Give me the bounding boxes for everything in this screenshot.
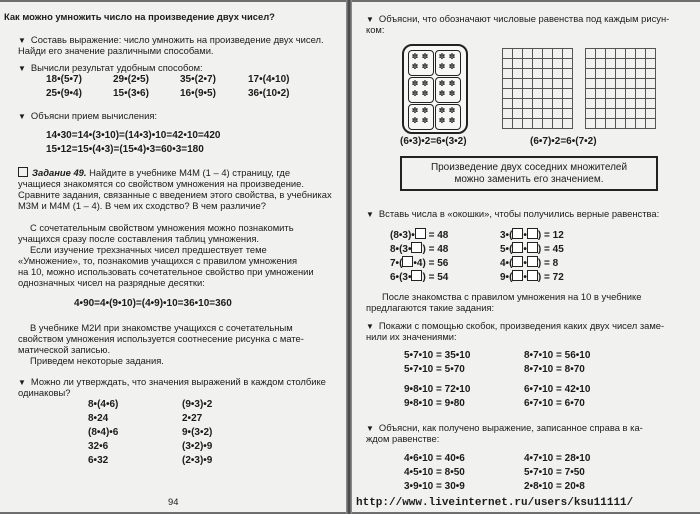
equation-part: • <box>523 258 527 269</box>
flower-icon: ✽ <box>448 79 456 88</box>
task-label: Задание 49. <box>32 167 87 178</box>
calculation-line: 15•12=15•(4•3)=(15•4)•3=60•3=180 <box>46 144 204 155</box>
paragraph-line: предлагаются такие задания: <box>366 302 495 313</box>
flower-icon: ✽ <box>438 79 446 88</box>
answer-window[interactable] <box>402 256 413 267</box>
task-line: Сравните задания, связанные с введением этого свойства, в учебниках <box>18 189 332 200</box>
column-b-item: (2•3)•9 <box>182 455 213 466</box>
expression: 15•(3•6) <box>113 88 149 99</box>
expression: 25•(9•4) <box>46 88 82 99</box>
flower-icon: ✽ <box>448 106 456 115</box>
answer-window[interactable] <box>512 228 523 239</box>
answer-window[interactable] <box>512 256 523 267</box>
answer-window[interactable] <box>512 270 523 281</box>
paragraph-line: С сочетательным свойством умножения можно познакомить <box>30 222 294 233</box>
answer-window[interactable] <box>411 242 422 253</box>
flower-icon: ✽ <box>438 52 446 61</box>
task-line: М3М и М4М (1 – 4). В чем их сходство? В чем различие? <box>18 200 266 211</box>
equation-part: 3•( <box>500 230 513 241</box>
compose-instruction: ▼ Составь выражение: число умножить на произведение двух чисел. <box>18 34 324 46</box>
column-a-item: 8•(4•6) <box>88 399 119 410</box>
window-equation <box>500 242 564 255</box>
expression: 18•(5•7) <box>46 74 82 85</box>
rule-box <box>400 156 658 191</box>
paragraph-line: матической записью. <box>18 344 111 355</box>
equation-part: ) = 48 <box>422 244 449 255</box>
equation-part: • <box>523 272 527 283</box>
answer-window[interactable] <box>527 228 538 239</box>
window-equation <box>500 270 564 283</box>
expression: 17•(4•10) <box>248 74 290 85</box>
expression: 36•(10•2) <box>248 88 290 99</box>
bracket-exercise: 5•7•10 = 35•10 <box>404 350 471 361</box>
window-equation <box>390 242 448 255</box>
answer-window[interactable] <box>527 270 538 281</box>
flower-icon: ✽ <box>411 116 419 125</box>
picture-instruction-cont: ком: <box>366 24 385 35</box>
watermark-url: http://www.liveinternet.ru/users/ksu11111/ <box>356 497 634 509</box>
equation-part: ) = 12 <box>537 230 564 241</box>
flower-box <box>408 77 434 103</box>
picture-equation-left: (6•3)•2=6•(3•2) <box>400 136 467 147</box>
bracket-exercise: 8•7•10 = 8•70 <box>524 364 585 375</box>
flower-icon: ✽ <box>411 52 419 61</box>
brackets-instruction-cont: нили их значениями: <box>366 331 457 342</box>
column-b-item: 9•(3•2) <box>182 427 213 438</box>
expression-equality: 4•6•10 = 40•6 <box>404 453 465 464</box>
paragraph-line: на 10, можно использовать сочетательное свойство при умножении <box>18 266 314 277</box>
column-a-item: 6•32 <box>88 455 109 466</box>
flower-icon: ✽ <box>438 62 446 71</box>
equation-part: 5•( <box>500 244 513 255</box>
equation-part: • <box>523 230 527 241</box>
flower-icon: ✽ <box>421 106 429 115</box>
equation-part: •4) = 56 <box>413 258 449 269</box>
paragraph-line: После знакомства с правилом умножения на 10 в учебнике <box>382 291 642 302</box>
paragraph-line: учащихся сразу после составления таблиц умножения. <box>18 233 260 244</box>
bracket-exercise: 8•7•10 = 56•10 <box>524 350 591 361</box>
flower-box <box>435 104 461 130</box>
equation-part: 6•(3• <box>390 272 412 283</box>
flower-icon: ✽ <box>421 52 429 61</box>
flower-icon: ✽ <box>448 62 456 71</box>
compare-instruction-cont: одинаковы? <box>18 387 71 398</box>
compose-instruction-cont: Найди его значение различными способами. <box>18 45 214 56</box>
window-equation <box>390 256 448 269</box>
flower-icon: ✽ <box>421 116 429 125</box>
flower-icon: ✽ <box>421 89 429 98</box>
equation-part: 7•( <box>390 258 403 269</box>
answer-window[interactable] <box>527 242 538 253</box>
flower-icon: ✽ <box>411 106 419 115</box>
picture-instruction: ▼ Объясни, что обозначают числовые равенства под каждым рисун- <box>366 13 669 25</box>
paragraph-line: «Умножение», то, познакомив учащихся с правилом умножения <box>18 255 298 266</box>
equation-part: • <box>523 244 527 255</box>
flower-icon: ✽ <box>411 79 419 88</box>
expression: 29•(2•5) <box>113 74 149 85</box>
flower-box <box>408 50 434 76</box>
window-equation <box>390 270 448 283</box>
paragraph-line: однозначных чисел на разрядные десятки: <box>18 277 205 288</box>
formula: 4•90=4•(9•10)=(4•9)•10=36•10=360 <box>74 298 232 309</box>
explain-instruction: ▼ Объясни прием вычисления: <box>18 110 157 122</box>
flower-icon: ✽ <box>448 89 456 98</box>
flower-boxes-picture <box>402 44 468 134</box>
left-question-heading: Как можно умножить число на произведение двух чисел? <box>4 11 275 22</box>
compare-instruction: ▼ Можно ли утверждать, что значения выражений в каждом столбике <box>18 376 326 388</box>
answer-window[interactable] <box>527 256 538 267</box>
paragraph-line: свойством умножения используется соотнесение рисунка с мате- <box>18 333 304 344</box>
answer-window[interactable] <box>415 228 426 239</box>
bracket-exercise: 9•8•10 = 9•80 <box>404 398 465 409</box>
paragraph-line: Приведем некоторые задания. <box>30 355 164 366</box>
bracket-exercise: 6•7•10 = 6•70 <box>524 398 585 409</box>
expression-equality: 4•5•10 = 8•50 <box>404 467 465 478</box>
cell-grid-left <box>502 48 573 129</box>
explain-expression-instruction: ▼ Объясни, как получено выражение, записанное справа в ка- <box>366 422 643 434</box>
page-number: 94 <box>168 496 179 507</box>
brackets-instruction: ▼ Покажи с помощью скобок, произведения каких двух чисел заме- <box>366 320 664 332</box>
flower-icon: ✽ <box>438 106 446 115</box>
flower-box <box>435 50 461 76</box>
task-line <box>18 167 290 178</box>
fill-windows-instruction: ▼ Вставь числа в «окошки», чтобы получились верные равенства: <box>366 208 659 220</box>
cell-grid-right <box>585 48 656 129</box>
equation-part: ) = 72 <box>537 272 564 283</box>
flower-icon: ✽ <box>411 89 419 98</box>
compute-instruction: ▼ Вычисли результат удобным способом: <box>18 62 203 74</box>
flower-icon: ✽ <box>411 62 419 71</box>
paragraph-line: В учебнике М2И при знакомстве учащихся с сочетательным <box>30 322 293 333</box>
bracket-exercise: 9•8•10 = 72•10 <box>404 384 471 395</box>
answer-window[interactable] <box>512 242 523 253</box>
rule-text-line: можно заменить его значением. <box>454 174 604 185</box>
flower-icon: ✽ <box>438 116 446 125</box>
equation-part: ) = 45 <box>537 244 564 255</box>
flower-icon: ✽ <box>438 89 446 98</box>
flower-icon: ✽ <box>448 52 456 61</box>
task-line: учащиеся знакомятся со свойством умножения на произведение. <box>18 178 304 189</box>
flower-box <box>435 77 461 103</box>
equation-part: = 48 <box>425 230 449 241</box>
flower-icon: ✽ <box>421 62 429 71</box>
equation-part: ) = 8 <box>537 258 559 269</box>
bracket-exercise: 5•7•10 = 5•70 <box>404 364 465 375</box>
equation-part: 9•( <box>500 272 513 283</box>
equation-part: 8•(3• <box>390 244 412 255</box>
bracket-exercise: 6•7•10 = 42•10 <box>524 384 591 395</box>
right-page <box>352 2 700 512</box>
equation-part: (8•3)• <box>390 230 415 241</box>
expression: 16•(9•5) <box>180 88 216 99</box>
window-equation <box>390 228 448 241</box>
window-equation <box>500 228 564 241</box>
calculation-line: 14•30=14•(3•10)=(14•3)•10=42•10=420 <box>46 130 221 141</box>
picture-equation-right: (6•7)•2=6•(7•2) <box>530 136 597 147</box>
column-b-item: (9•3)•2 <box>182 399 213 410</box>
expression-equality: 4•7•10 = 28•10 <box>524 453 591 464</box>
flower-icon: ✽ <box>448 116 456 125</box>
column-a-item: 32•6 <box>88 441 109 452</box>
equation-part: 4•( <box>500 258 513 269</box>
expression: 35•(2•7) <box>180 74 216 85</box>
answer-window[interactable] <box>411 270 422 281</box>
equation-part: ) = 54 <box>422 272 449 283</box>
column-b-item: 2•27 <box>182 413 203 424</box>
expression-equality: 3•9•10 = 30•9 <box>404 481 465 492</box>
paragraph-line: Если изучение трехзначных чисел предшествует теме <box>30 244 267 255</box>
column-a-item: 8•24 <box>88 413 109 424</box>
window-equation <box>500 256 558 269</box>
rule-text-line: Произведение двух соседних множителей <box>430 162 628 173</box>
explain-expression-instruction-cont: ждом равенстве: <box>366 433 440 444</box>
column-b-item: (3•2)•9 <box>182 441 213 452</box>
task-text: Найдите в учебнике М4М (1 – 4) страницу, где <box>89 167 291 178</box>
flower-icon: ✽ <box>421 79 429 88</box>
flower-box <box>408 104 434 130</box>
left-page <box>0 2 346 512</box>
expression-equality: 5•7•10 = 7•50 <box>524 467 585 478</box>
expression-equality: 2•8•10 = 20•8 <box>524 481 585 492</box>
task-icon <box>18 167 28 177</box>
column-a-item: (8•4)•6 <box>88 427 119 438</box>
